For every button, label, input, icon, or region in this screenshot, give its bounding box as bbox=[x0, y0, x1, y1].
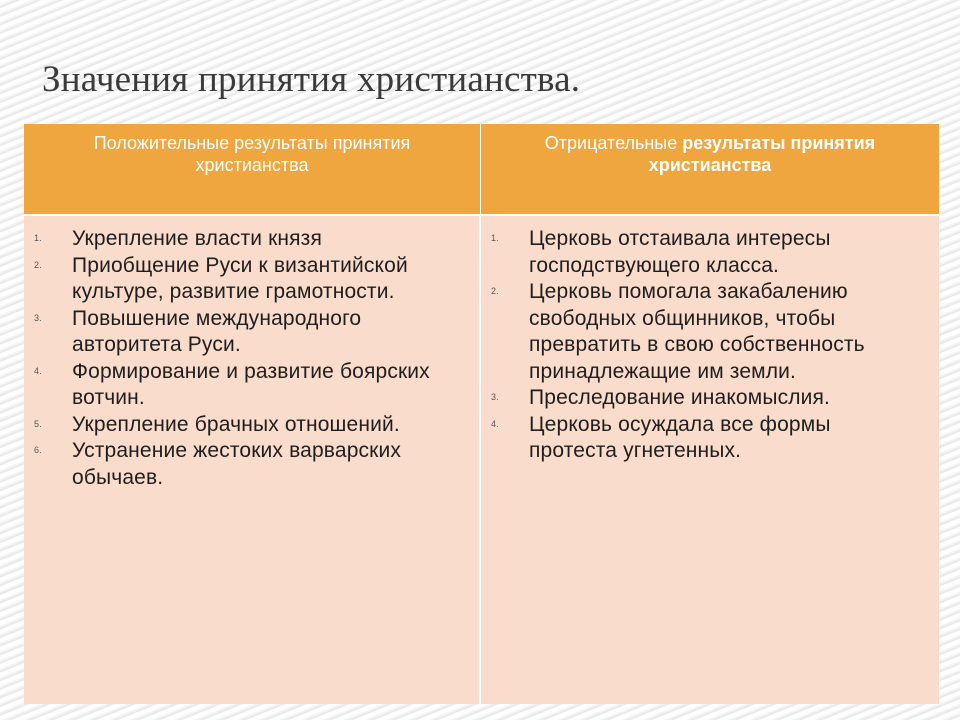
negative-result-item-number: 1. bbox=[491, 233, 499, 243]
positive-result-item-number: 4. bbox=[34, 365, 42, 376]
positive-result-item-text: Формирование и развитие боярских вотчин. bbox=[72, 359, 430, 409]
positive-result-item-text: Устранение жестоких варварских обычаев. bbox=[72, 439, 402, 489]
negative-result-item-text: Церковь осуждала все формы протеста угнетенных. bbox=[529, 412, 831, 462]
negative-results-header bbox=[481, 124, 939, 216]
negative-result-item-number: 4. bbox=[491, 418, 499, 429]
negative-results-list bbox=[491, 226, 921, 465]
positive-result-item-text: Укрепление брачных отношений. bbox=[72, 412, 400, 436]
positive-results-list bbox=[34, 226, 461, 491]
negative-result-item bbox=[491, 412, 921, 465]
negative-results-header-part1: Отрицательные bbox=[544, 133, 678, 153]
positive-results-header-text: Положительные результаты принятия христианства bbox=[93, 133, 411, 175]
positive-result-item-number: 5. bbox=[34, 418, 42, 429]
negative-result-item bbox=[491, 226, 921, 279]
positive-result-item bbox=[34, 438, 461, 491]
negative-result-item-text: Церковь отстаивала интересы господствующего класса. bbox=[529, 227, 831, 277]
negative-result-item-number: 2. bbox=[491, 286, 499, 296]
positive-result-item-text: Укрепление власти князя bbox=[72, 227, 322, 250]
positive-result-item-number: 6. bbox=[34, 445, 42, 455]
negative-result-item-text: Преследование инакомыслия. bbox=[529, 386, 831, 409]
negative-result-item bbox=[491, 385, 921, 412]
positive-result-item bbox=[34, 359, 461, 412]
negative-results-header-part2: результаты принятия христианства bbox=[648, 133, 876, 175]
positive-result-item bbox=[34, 253, 461, 306]
slide-title: Значения принятия христианства. bbox=[42, 59, 581, 100]
negative-results-cell bbox=[481, 216, 939, 704]
positive-result-item bbox=[34, 226, 461, 253]
positive-result-item-number: 1. bbox=[34, 233, 42, 243]
positive-result-item-text: Приобщение Руси к византийской культуре, развитие грамотности. bbox=[72, 253, 408, 303]
negative-result-item bbox=[491, 279, 921, 385]
negative-result-item-number: 3. bbox=[491, 392, 499, 402]
positive-results-cell bbox=[24, 216, 481, 704]
positive-result-item-number: 3. bbox=[34, 312, 42, 323]
positive-result-item bbox=[34, 306, 461, 359]
negative-result-item-text: Церковь помогала закабалению свободных общинников, чтобы превратить в свою собственность принадлежащие им земли. bbox=[529, 280, 865, 383]
results-table bbox=[24, 124, 939, 704]
positive-result-item-number: 2. bbox=[34, 259, 42, 270]
positive-result-item bbox=[34, 412, 461, 439]
positive-result-item-text: Повышение международного авторитета Руси. bbox=[72, 306, 362, 356]
positive-results-header bbox=[24, 124, 481, 216]
